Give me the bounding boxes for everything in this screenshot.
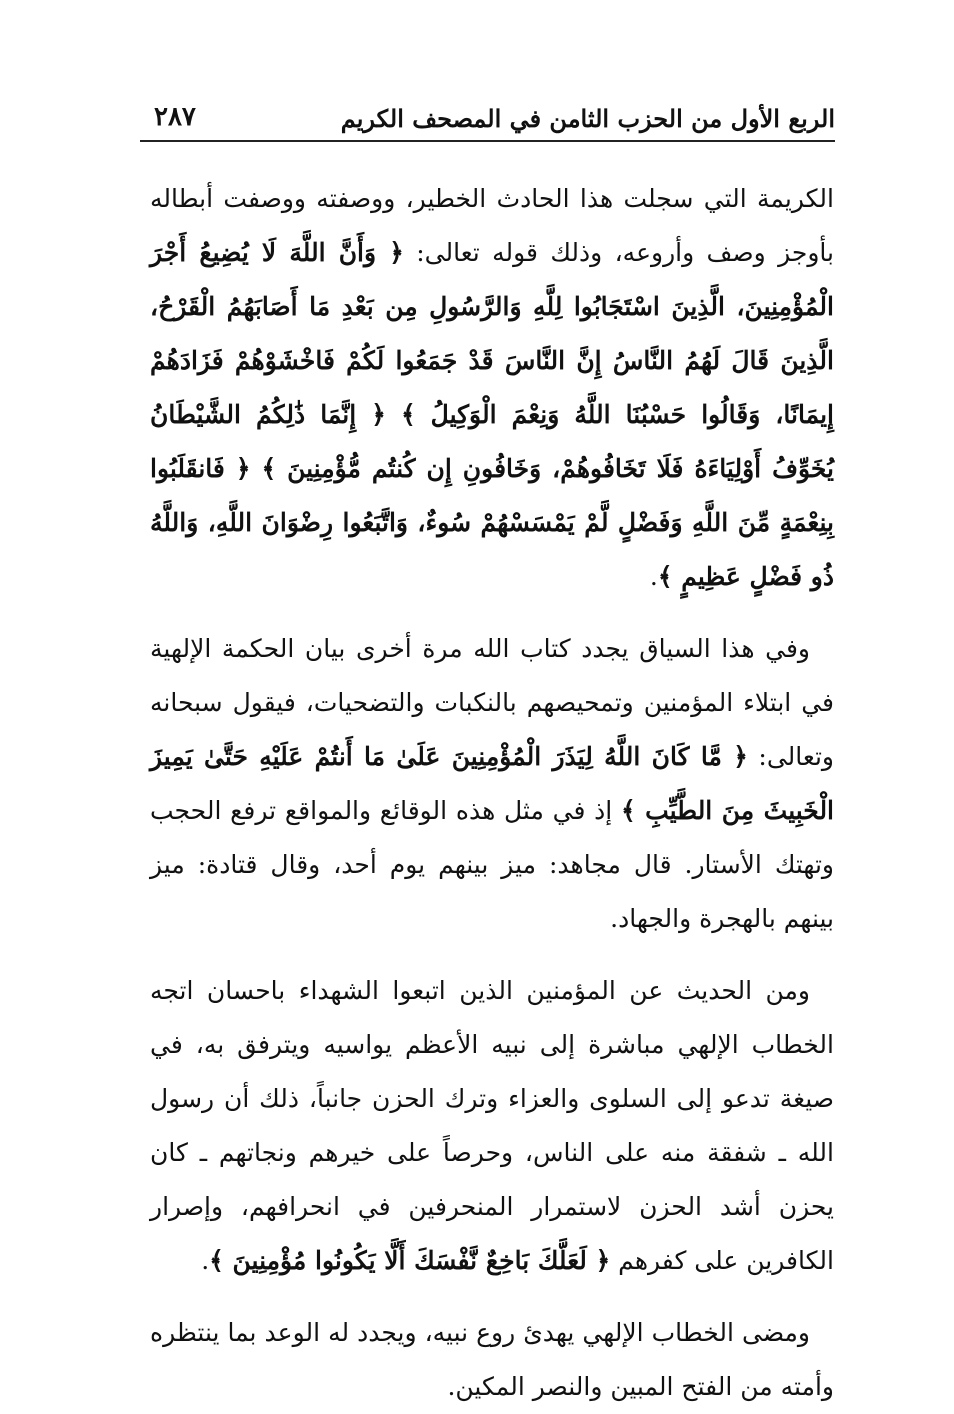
paragraph-text: ومضى الخطاب الإلهي يهدئ روع نبيه، ويجدد له الوعد بما ينتظره وأمته من الفتح المبين والنصر المكين. (150, 1318, 834, 1401)
paragraph-text: وفي هذا السياق يجدد كتاب الله مرة أخرى بيان الحكمة الإلهية في ابتلاء المؤمنين وتمحيصهم بالنكبات والتضحيات، فيقول سبحانه وتعالى: (150, 634, 834, 771)
quran-verse: ﴿ لَعَلَّكَ بَاخِعٌ نَّفْسَكَ أَلَّا يَكُونُوا مُؤْمِنِينَ ﴾ (209, 1246, 611, 1275)
quran-verse: ﴿ مَّا كَانَ اللَّهُ لِيَذَرَ الْمُؤْمِنِينَ عَلَىٰ مَا أَنتُمْ عَلَيْهِ حَتَّىٰ يَمِيزَ الْخَبِيثَ مِنَ الطَّيِّبِ ﴾ (150, 742, 835, 825)
paragraph-text: . (649, 562, 658, 591)
paragraph-text: . (201, 1246, 210, 1275)
page-number: ٢٨٧ (154, 102, 196, 132)
paragraph (150, 1306, 834, 1414)
body-text (150, 172, 834, 1414)
header-rule (140, 140, 835, 142)
quran-verse: ﴿ وَأَنَّ اللَّهَ لَا يُضِيعُ أَجْرَ الْمُؤْمِنِينَ، الَّذِينَ اسْتَجَابُوا لِلَّهِ وَالرَّسُولِ مِن بَعْدِ مَا أَصَابَهُمُ الْقَرْحُ، الَّذِينَ قَالَ لَهُمُ النَّاسُ إِنَّ النَّاسَ قَدْ جَمَعُوا لَكُمْ فَاخْشَوْهُمْ فَزَادَهُمْ إِيمَانًا، وَقَالُوا حَسْبُنَا اللَّهُ وَنِعْمَ الْوَكِيلُ ﴾ ﴿ إِنَّمَا ذَٰلِكُمُ الشَّيْطَانُ يُخَوِّفُ أَوْلِيَاءَهُ فَلَا تَخَافُوهُمْ، وَخَافُونِ إِن كُنتُم مُّؤْمِنِينَ ﴾ ﴿ فَانقَلَبُوا بِنِعْمَةٍ مِّنَ اللَّهِ وَفَضْلٍ لَّمْ يَمْسَسْهُمْ سُوءٌ، وَاتَّبَعُوا رِضْوَانَ اللَّهِ، وَاللَّهُ ذُو فَضْلٍ عَظِيمٍ ﴾ (150, 238, 834, 591)
header-title: الربع الأول من الحزب الثامن في المصحف الكريم (340, 104, 835, 133)
paragraph (150, 964, 834, 1288)
running-header (140, 96, 835, 136)
paragraph (150, 622, 834, 946)
paragraph (150, 172, 834, 604)
paragraph-text: الكريمة التي سجلت هذا الحادث الخطير، ووصفته ووصفت أبطاله بأوجز وصف وأروعه، وذلك قوله تعالى: (150, 184, 834, 267)
paragraph-text: إذ في مثل هذه الوقائع والمواقع ترفع الحجب وتهتك الأستار. قال مجاهد: ميز بينهم يوم أحد، وقال قتادة: ميز بينهم بالهجرة والجهاد. (150, 796, 834, 933)
paragraph-text: ومن الحديث عن المؤمنين الذين اتبعوا الشهداء باحسان اتجه الخطاب الإلهي مباشرة إلى نبيه الأعظم يواسيه ويترفق به، في صيغة تدعو إلى السلوى والعزاء وترك الحزن جانباً، ذلك أن رسول الله ـ شفقة منه على الناس، وحرصاً على خيرهم ونجاتهم ـ كان يحزن أشد الحزن لاستمرار المنحرفين في انحرافهم، وإصرار الكافرين على كفرهم (150, 976, 834, 1275)
